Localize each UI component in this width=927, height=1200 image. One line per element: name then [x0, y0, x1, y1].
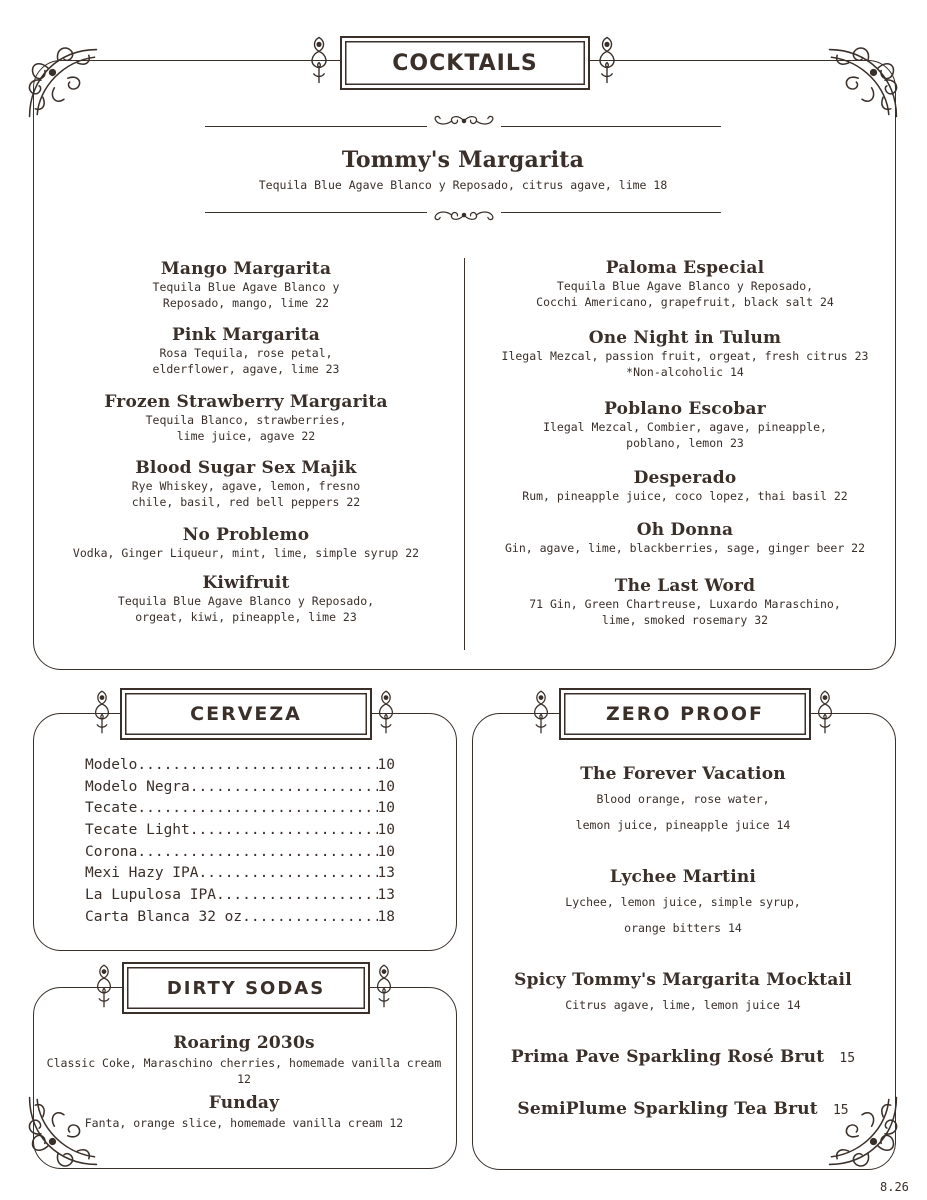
cocktail-name: Mango Margarita [160, 259, 332, 279]
beer-row: Tecate ..... 10 [85, 798, 395, 820]
cocktail-item [70, 325, 422, 377]
cocktail-desc: Rosa Tequila, rose petal, [159, 346, 333, 360]
featured-cocktail-desc: Tequila Blue Agave Blanco y Reposado, citrus agave, lime 18 [258, 178, 668, 192]
cocktail-desc: Tequila Blanco, strawberries, [145, 413, 347, 427]
scroll-ornament-icon [813, 688, 837, 736]
soda-name: Roaring 2030s [173, 1033, 315, 1053]
mocktail-desc: Lychee, lemon juice, simple syrup, [565, 895, 801, 909]
zero-proof-title: ZERO PROOF [559, 688, 811, 740]
scroll-ornament-icon [92, 962, 116, 1010]
mocktail-item [480, 970, 886, 1018]
divider-flourish-icon [427, 112, 501, 130]
divider-line [205, 126, 427, 127]
cocktail-desc: poblano, lemon 23 [626, 436, 744, 450]
scroll-ornament-icon [529, 688, 553, 736]
cocktail-desc: Vodka, Ginger Liqueur, mint, lime, simple syrup 22 [72, 546, 420, 560]
cocktail-item [490, 399, 880, 451]
scroll-ornament-icon [306, 34, 332, 86]
corner-flourish-icon [820, 40, 906, 126]
divider-line [501, 126, 721, 127]
mocktail-name: The Forever Vacation [580, 764, 786, 784]
cocktail-name: Frozen Strawberry Margarita [104, 392, 388, 412]
beer-row: Corona ..... 10 [85, 842, 395, 864]
beer-row: Carta Blanca 32 oz ..... 18 [85, 907, 395, 929]
beer-row: Mexi Hazy IPA ..... 13 [85, 863, 395, 885]
featured-cocktail [205, 147, 721, 193]
mocktail-price: 15 [839, 1051, 856, 1066]
featured-cocktail-name: Tommy's Margarita [341, 147, 585, 173]
mocktail-item [480, 867, 886, 941]
cocktail-desc: Reposado, mango, lime 22 [162, 296, 330, 310]
corner-flourish-icon [20, 40, 106, 126]
divider-line [501, 212, 721, 213]
cocktail-name: Blood Sugar Sex Majik [135, 458, 357, 478]
cocktail-name: Desperado [633, 468, 737, 488]
corner-flourish-icon [20, 1088, 106, 1174]
mocktail-item [480, 1047, 886, 1067]
cocktail-name: Pink Margarita [171, 325, 321, 345]
mocktail-desc: orange bitters 14 [624, 921, 742, 935]
soda-item [40, 1033, 448, 1087]
mocktail-name: Prima Pave Sparkling Rosé Brut [510, 1047, 825, 1067]
cocktail-desc: Ilegal Mezcal, passion fruit, orgeat, fresh citrus 23 [501, 349, 869, 363]
cocktails-title: COCKTAILS [340, 36, 590, 90]
cocktail-desc: Rum, pineapple juice, coco lopez, thai basil 22 [522, 489, 848, 503]
mocktail-name: Spicy Tommy's Margarita Mocktail [514, 970, 852, 990]
mocktail-desc: Citrus agave, lime, lemon juice 14 [565, 998, 801, 1012]
beer-row: Modelo Negra ..... 10 [85, 777, 395, 799]
mocktail-item [480, 764, 886, 838]
cocktail-name: Kiwifruit [202, 573, 290, 593]
mocktail-price: 15 [832, 1103, 849, 1118]
cocktail-desc: lime, smoked rosemary 32 [601, 613, 769, 627]
mocktail-name: SemiPlume Sparkling Tea Brut [517, 1099, 818, 1119]
cocktail-desc: Tequila Blue Agave Blanco y [152, 280, 340, 294]
column-divider [464, 258, 465, 650]
cocktail-desc: Gin, agave, lime, blackberries, sage, ginger beer 22 [504, 541, 866, 555]
cocktail-desc: elderflower, agave, lime 23 [152, 362, 340, 376]
cocktail-item [60, 525, 432, 561]
cocktail-desc: Tequila Blue Agave Blanco y Reposado, [556, 279, 814, 293]
cocktail-item [70, 458, 422, 510]
cocktail-name: No Problemo [182, 525, 310, 545]
cocktail-desc: Cocchi Americano, grapefruit, black salt 24 [536, 295, 834, 309]
cocktail-item [490, 468, 880, 504]
divider-line [205, 212, 427, 213]
cocktail-name: Paloma Especial [605, 258, 765, 278]
beer-row: La Lupulosa IPA ..... 13 [85, 885, 395, 907]
cocktail-item [490, 258, 880, 310]
cocktail-item [486, 520, 884, 556]
cocktail-name: One Night in Tulum [588, 328, 782, 348]
cocktail-item [490, 576, 880, 628]
mocktail-name: Lychee Martini [609, 867, 757, 887]
cocktail-desc: lime juice, agave 22 [176, 429, 316, 443]
cocktail-item [70, 392, 422, 444]
beer-row: Modelo ..... 10 [85, 755, 395, 777]
scroll-ornament-icon [374, 688, 398, 736]
soda-desc: Fanta, orange slice, homemade vanilla cream 12 [84, 1116, 404, 1130]
soda-name: Funday [208, 1093, 280, 1113]
cocktail-desc: orgeat, kiwi, pineapple, lime 23 [135, 610, 357, 624]
cocktail-desc: Rye Whiskey, agave, lemon, fresno [131, 479, 361, 493]
cocktail-desc: 71 Gin, Green Chartreuse, Luxardo Maraschino, [529, 597, 841, 611]
cocktail-desc: *Non-alcoholic 14 [626, 365, 744, 379]
scroll-ornament-icon [90, 688, 114, 736]
scroll-ornament-icon [594, 34, 620, 86]
divider-flourish-icon [427, 206, 501, 224]
cocktail-name: Poblano Escobar [604, 399, 766, 419]
cocktail-name: The Last Word [614, 576, 756, 596]
cocktail-item [70, 259, 422, 311]
mocktail-desc: Blood orange, rose water, [596, 792, 770, 806]
beer-list [85, 755, 395, 929]
cocktail-desc: Tequila Blue Agave Blanco y Reposado, [117, 594, 375, 608]
dirty-sodas-title: DIRTY SODAS [122, 962, 370, 1014]
scroll-ornament-icon [372, 962, 396, 1010]
cocktail-item [70, 573, 422, 625]
cerveza-title: CERVEZA [120, 688, 372, 740]
corner-flourish-icon [820, 1088, 906, 1174]
cocktail-desc: Ilegal Mezcal, Combier, agave, pineapple, [543, 420, 827, 434]
cocktail-desc: chile, basil, red bell peppers 22 [131, 495, 361, 509]
soda-desc: Classic Coke, Maraschino cherries, homemade vanilla cream 12 [46, 1056, 442, 1086]
cocktail-item [490, 328, 880, 380]
mocktail-desc: lemon juice, pineapple juice 14 [575, 818, 791, 832]
beer-row: Tecate Light ..... 10 [85, 820, 395, 842]
menu-version-code: 8.26 [880, 1180, 909, 1194]
cocktail-name: Oh Donna [636, 520, 734, 540]
